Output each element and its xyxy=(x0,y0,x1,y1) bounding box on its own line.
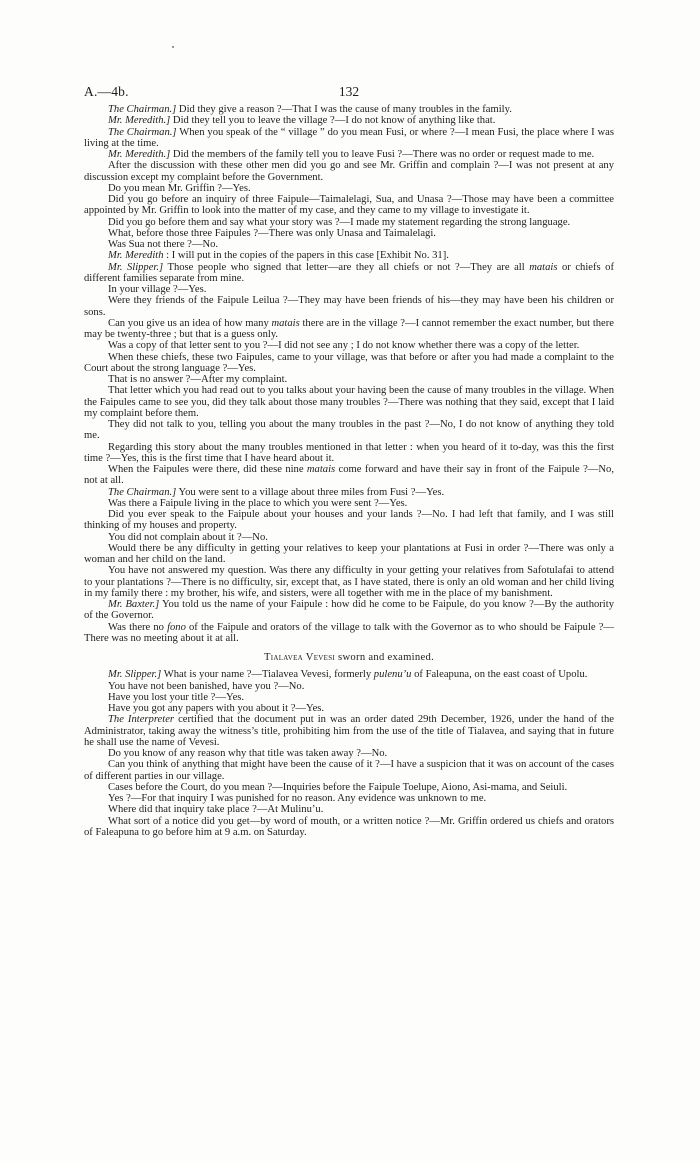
paragraph-text: Did they tell you to leave the village ?—I do not know of anything like that. xyxy=(170,115,496,127)
speaker: Mr. Slipper.] xyxy=(108,669,162,681)
paragraph-text: or chiefs of different families separate from mine. xyxy=(84,261,614,284)
paragraph: That letter which you had read out to you talks about your having been the cause of many troubles in the village. When the Faipules came to see you, did they talk about those many troubles ?—There was nothing that they said, except that I laid my complaint before them. xyxy=(84,385,614,419)
speaker: Mr. Meredith xyxy=(108,250,164,262)
paragraph: You did not complain about it ?—No. xyxy=(108,531,268,543)
page-header xyxy=(84,84,614,102)
paragraph-text: When the Faipules were there, did these nine xyxy=(108,464,307,475)
paragraph xyxy=(84,669,614,680)
paragraph xyxy=(84,262,614,285)
paragraph-text: You were sent to a village about three miles from Fusi ?—Yes. xyxy=(176,486,445,498)
paragraph: Cases before the Court, do you mean ?—Inquiries before the Faipule Toelupe, Aiono, Asi-mama, and Seiuli. xyxy=(108,781,568,793)
paragraph: What sort of a notice did you get—by word of mouth, or a written notice ?—Mr. Griffin ordered us chiefs and orators of Faleapuna to go before him at 9 a.m. on Saturday. xyxy=(84,815,614,838)
paragraph xyxy=(84,622,614,645)
paragraph: In your village ?—Yes. xyxy=(108,284,207,295)
body-text xyxy=(84,104,614,838)
speaker: The Chairman.] xyxy=(108,486,177,498)
page-number: 132 xyxy=(338,84,360,99)
speaker: Mr. Baxter.] xyxy=(108,599,160,610)
paragraph-text: Was there no xyxy=(108,621,168,633)
section-heading xyxy=(84,652,614,663)
paragraph-text: You told us the name of your Faipule : how did he come to be Faipule, do you know ?—By the authority of the Governor. xyxy=(84,599,614,622)
paragraph xyxy=(84,104,614,115)
scan-speck xyxy=(172,46,174,48)
speaker: The Interpreter xyxy=(108,714,175,726)
italic-term: matais xyxy=(271,317,300,329)
paragraph: Do you mean Mr. Griffin ?—Yes. xyxy=(108,182,251,194)
paragraph: That is no answer ?—After my complaint. xyxy=(108,374,288,385)
paragraph: Can you think of anything that might have been the cause of it ?—I have a suspicion that it was on account of the cases of different parties in our village. xyxy=(84,759,614,782)
italic-term: matais xyxy=(529,261,558,273)
paragraph: Was Sua not there ?—No. xyxy=(108,239,219,250)
paragraph: Regarding this story about the many troubles mentioned in that letter : when you heard of it to-day, was this the first time ?—Yes, this is the first time that I have heard about it. xyxy=(84,441,614,464)
speaker: Mr. Meredith.] xyxy=(108,115,171,127)
paragraph: You have not answered my question. Was there any difficulty in your getting your relatives from Safotulafai to attend to your plantations ?—There is no difficulty, sir, except that, as I have stated, there is only an old woman and her child living in my family there : my brother, his wife, and sisters, were all together with me in the place of my banishment. xyxy=(84,565,614,599)
paragraph: Have you lost your title ?—Yes. xyxy=(108,691,245,703)
paragraph xyxy=(84,599,614,622)
paragraph-text: there are in the village ?—I cannot remember the exact number, but there may be twenty-three ; but that is a guess only. xyxy=(84,317,614,340)
paragraph-text: When you speak of the “ village ” do you mean Fusi, or where ?—I mean Fusi, the place where I was living at the time. xyxy=(84,126,615,149)
paragraph: Did you ever speak to the Faipule about your houses and your lands ?—No. I had left that family, and I was still thinking of my houses and property. xyxy=(84,509,614,532)
paragraph: Did you go before them and say what your story was ?—I made my statement regarding the strong language. xyxy=(108,216,571,228)
paragraph: Where did that inquiry take place ?—At Mulinu’u. xyxy=(108,804,324,816)
paragraph xyxy=(84,714,614,748)
italic-term: matais xyxy=(306,464,336,475)
speaker: Mr. Slipper.] xyxy=(108,261,164,273)
paragraph: Would there be any difficulty in getting your relatives to keep your plantations at Fusi in order ?—There was only a woman and her child on the land. xyxy=(84,542,614,565)
paragraph xyxy=(84,464,614,487)
paragraph: They did not talk to you, telling you about the many troubles in the past ?—No, I do not know of anything they told me. xyxy=(84,419,614,442)
paragraph-text: come forward and have their say in front of the Faipule ?—No, not at all. xyxy=(84,464,614,487)
paragraph: Do you know of any reason why that title was taken away ?—No. xyxy=(108,748,388,759)
italic-term: fono xyxy=(167,621,186,633)
paragraph-text: certified that the document put in was an order dated 29th December, 1926, under the hand of the Administrator, taking away the witness’s title, prohibiting him from the use of the title of Tialavea, and saying that in future he shall use the name of Vevesi. xyxy=(84,714,614,748)
paragraph: Was there a Faipule living in the place to which you were sent ?—Yes. xyxy=(108,497,408,509)
paragraph: When these chiefs, these two Faipules, came to your village, was that before or after you had made a complaint to the Court about the strong language ?—Yes. xyxy=(84,351,614,374)
witness-name: Tialavea Vevesi xyxy=(263,652,336,663)
paragraph-text: Can you give us an idea of how many xyxy=(108,317,272,329)
paragraph: What, before those three Faipules ?—There was only Unasa and Taimalelagi. xyxy=(108,227,436,239)
paragraph xyxy=(84,127,614,150)
paragraph-text: Did the members of the family tell you to leave Fusi ?—There was no order or request made to me. xyxy=(170,149,595,160)
paragraph: You have not been banished, have you ?—No. xyxy=(108,680,305,692)
paragraph xyxy=(84,250,614,261)
speaker: The Chairman.] xyxy=(108,126,177,138)
paragraph: Yes ?—For that inquiry I was punished for no reason. Any evidence was unknown to me. xyxy=(108,793,487,804)
paragraph-text: of Faleapuna, on the east coast of Upolu. xyxy=(411,669,588,681)
paragraph xyxy=(84,149,614,160)
paragraph: After the discussion with these other men did you go and see Mr. Griffin and complain ?—I was not present at any discussion except my complaint before the Government. xyxy=(84,160,614,183)
paragraph-text: What is your name ?—Tialavea Vevesi, formerly xyxy=(161,669,374,681)
paragraph: Were they friends of the Faipule Leilua ?—They may have been friends of his—they may have been his children or sons. xyxy=(84,295,614,318)
paragraph: Have you got any papers with you about it ?—Yes. xyxy=(108,703,325,714)
paragraph-text: : I will put in the copies of the papers in this case [Exhibit No. 31]. xyxy=(163,250,449,262)
paragraph: Did you go before an inquiry of three Faipule—Taimalelagi, Sua, and Unasa ?—Those may have been a committee appointed by Mr. Griffin to look into the matter of my case, and they came to my village to investigate it. xyxy=(84,194,614,217)
paragraph: Was a copy of that letter sent to you ?—I did not see any ; I do not know whether there was a copy of the letter. xyxy=(108,340,580,352)
heading-text: sworn and examined. xyxy=(335,652,435,663)
paragraph-text: Did they give a reason ?—That I was the cause of many troubles in the family. xyxy=(176,104,512,115)
document-reference: A.—4b. xyxy=(84,84,129,99)
paragraph xyxy=(84,318,614,341)
paragraph xyxy=(84,487,614,498)
paragraph xyxy=(84,115,614,126)
italic-term: pulenu’u xyxy=(373,669,412,681)
speaker: Mr. Meredith.] xyxy=(108,149,171,160)
paragraph-text: of the Faipule and orators of the village to talk with the Governor as to who should be Faipule ?—There was no meeting about it at all. xyxy=(84,621,614,644)
paragraph-text: Those people who signed that letter—are they all chiefs or not ?—They are all xyxy=(163,261,530,273)
speaker: The Chairman.] xyxy=(108,104,177,115)
